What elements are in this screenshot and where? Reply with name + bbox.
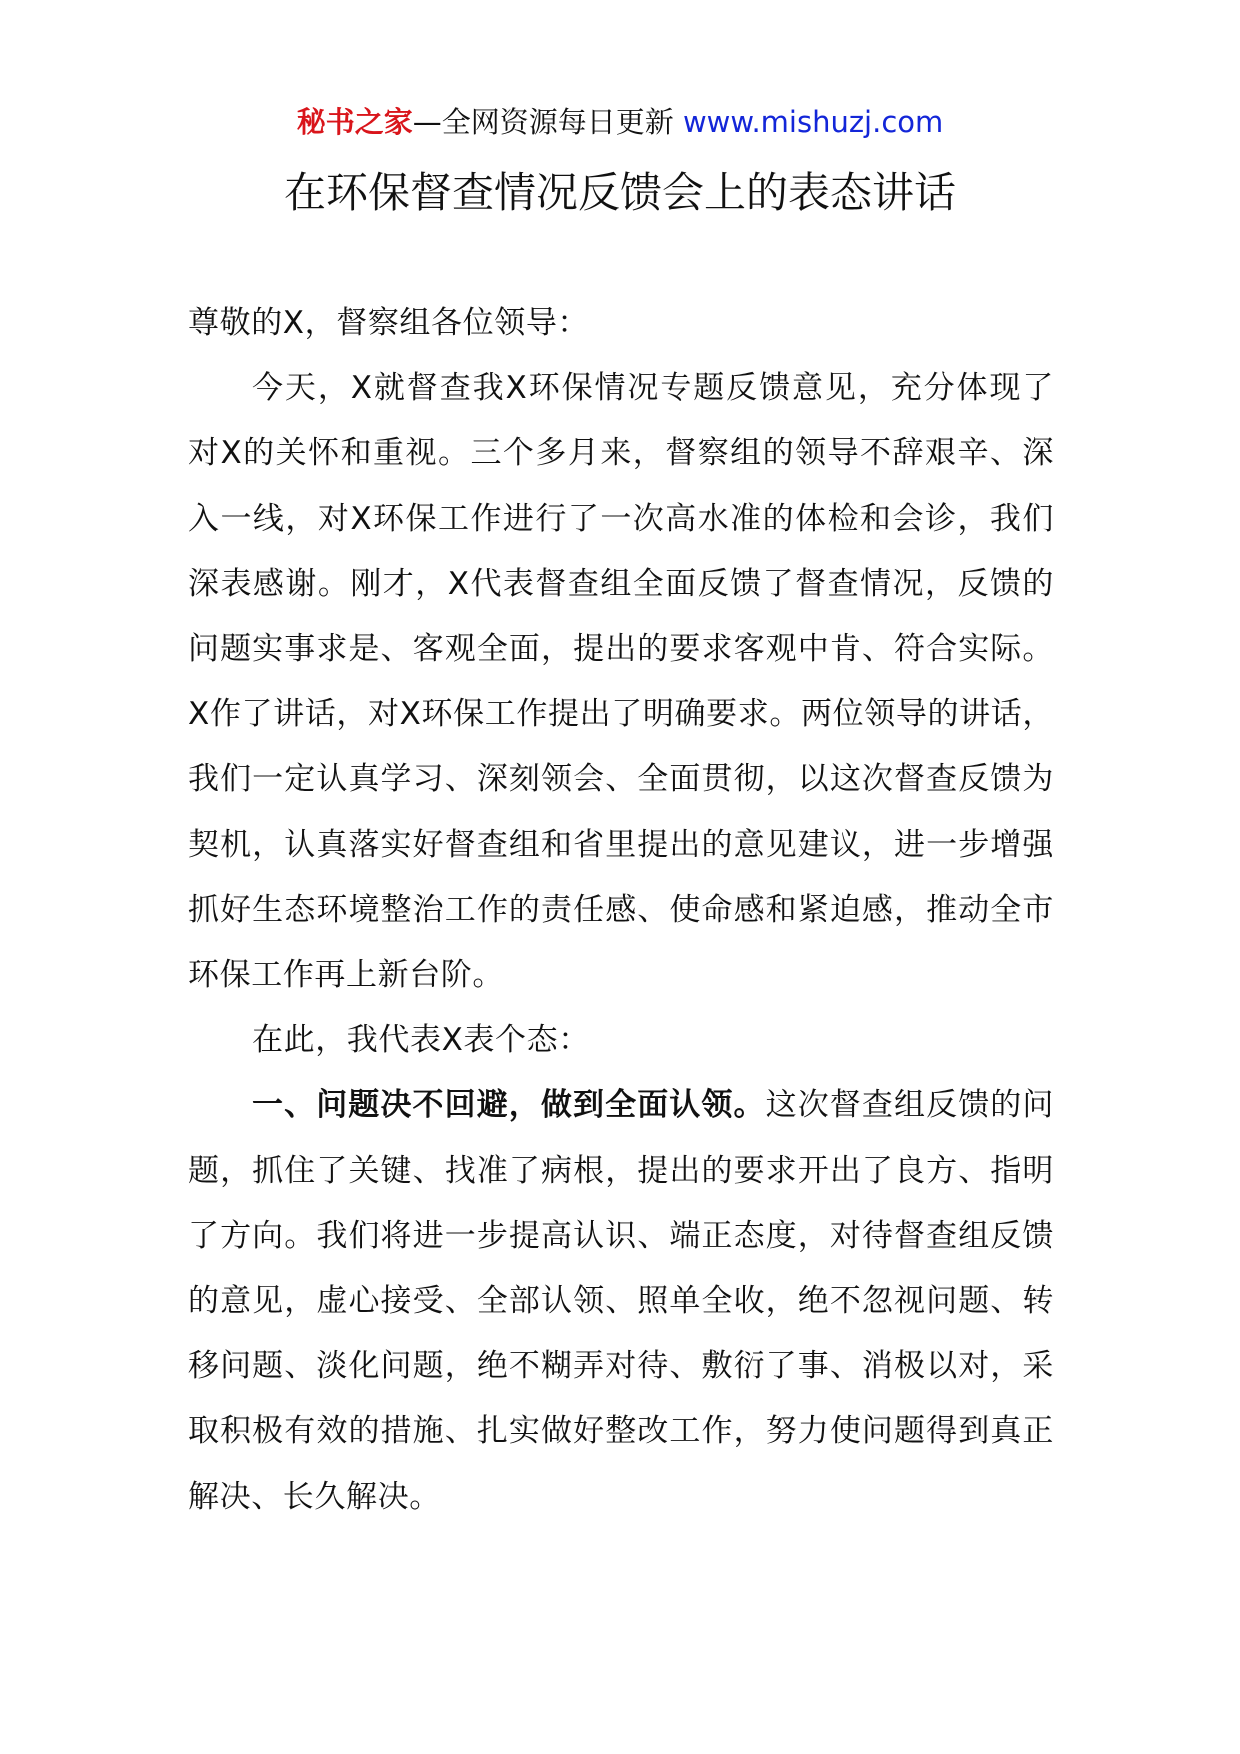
site-url-link[interactable]: www.mishuzj.com [682,105,944,139]
document-title: 在环保督查情况反馈会上的表态讲话 [283,168,956,217]
body-paragraph: 在此，我代表X表个态： [252,1022,590,1059]
brand-name: 秘书之家 [296,105,413,139]
document-body [188,291,1054,1530]
section-heading: 一、问题决不回避，做到全面认领。 [252,1087,766,1124]
site-tagline: —全网资源每日更新 [412,105,674,139]
body-paragraph: 今天，X就督查我X环保情况专题反馈意见，充分体现了对X的关怀和重视。三个多月来，督察组的领导不辞艰辛、深入一线，对X环保工作进行了一次高水准的体检和会诊，我们深表感谢。刚才，X代表督查组全面反馈了督查情况，反馈的问题实事求是、客观全面，提出的要求客观中肯、符合实际。X作了讲话，对X环保工作提出了明确要求。两位领导的讲话，我们一定认真学习、深刻领会、全面贯彻，以这次督查反馈为契机，认真落实好督查组和省里提出的意见建议，进一步增强抓好生态环境整治工作的责任感、使命感和紧迫感，推动全市环保工作再上新台阶。 [188,370,1054,994]
section-paragraph [188,1073,1054,1529]
salutation: 尊敬的X，督察组各位领导： [188,305,590,341]
section-text: 这次督查组反馈的问题，抓住了关键、找准了病根，提出的要求开出了良方、指明了方向。我们将进一步提高认识、端正态度，对待督查组反馈的意见，虚心接受、全部认领、照单全收，绝不忽视问题、转移问题、淡化问题，绝不糊弄对待、敷衍了事、消极以对，采取积极有效的措施、扎实做好整改工作，努力使问题得到真正解决、长久解决。 [188,1087,1054,1515]
site-header [0,100,1240,144]
